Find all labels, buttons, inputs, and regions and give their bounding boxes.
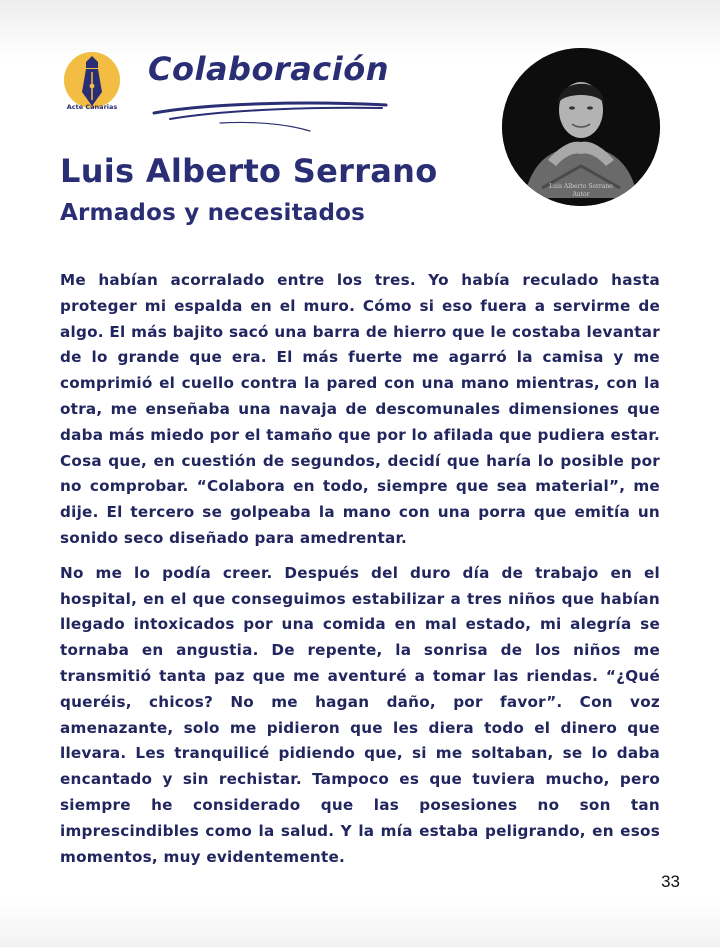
paragraph: No me lo podía creer. Después del duro día de trabajo en el hospital, en el que conseguimos estabilizar a tres niños que habían llegado intoxicados por una comida en mal estado, mi alegría se tornaba en angustia. De repente, la sonrisa de los niños me transmitió tanta paz que me aventuré a tomar las riendas. “¿Qué queréis, chicos? No me hagan daño, por favor”. Con voz amenazante, solo me pidieron que les diera todo el dinero que llevara. Les tranquilicé pidiendo que, si me soltaban, se lo daba encantado y sin rechistar. Tampoco es que tuviera mucho, pero siempre he considerado que las posesiones no son tan imprescindibles como la salud. Y la mía estaba peligrando, en esos momentos, muy evidentemente. <box>60 563 660 866</box>
author-name: Luis Alberto Serrano <box>60 152 438 190</box>
author-photo <box>502 48 660 206</box>
paragraph: Me habían acorralado entre los tres. Yo había reculado hasta proteger mi espalda en el muro. Cómo si eso fuera a servirme de algo. El más bajito sacó una barra de hierro que le costaba levantar de lo grande que era. El más fuerte me agarró la camisa y me comprimió el cuello contra la pared con una mano mientras, con la otra, me enseñaba una navaja de descomunales dimensiones que daba más miedo por el tamaño que por lo afilada que pudiera estar. Cosa que, en cuestión de segundos, decidí que haría lo posible por no comprobar. “Colabora en todo, siempre que sea material”, me dije. El tercero se golpeaba la mano con una porra que emitía un sonido seco diseñado para amedrentar. <box>60 271 660 547</box>
photo-caption-name: Luis Alberto Serrano <box>549 183 613 190</box>
page-number: 33 <box>661 872 680 891</box>
photo-caption-role: Autor <box>572 191 590 198</box>
article-body <box>60 268 660 879</box>
brush-swoosh-decoration <box>150 95 390 135</box>
article-title: Armados y necesitados <box>60 200 366 226</box>
logo-caption: Acte Canarias <box>66 103 118 111</box>
photo-caption <box>502 183 660 199</box>
section-title: Colaboración <box>148 50 389 88</box>
